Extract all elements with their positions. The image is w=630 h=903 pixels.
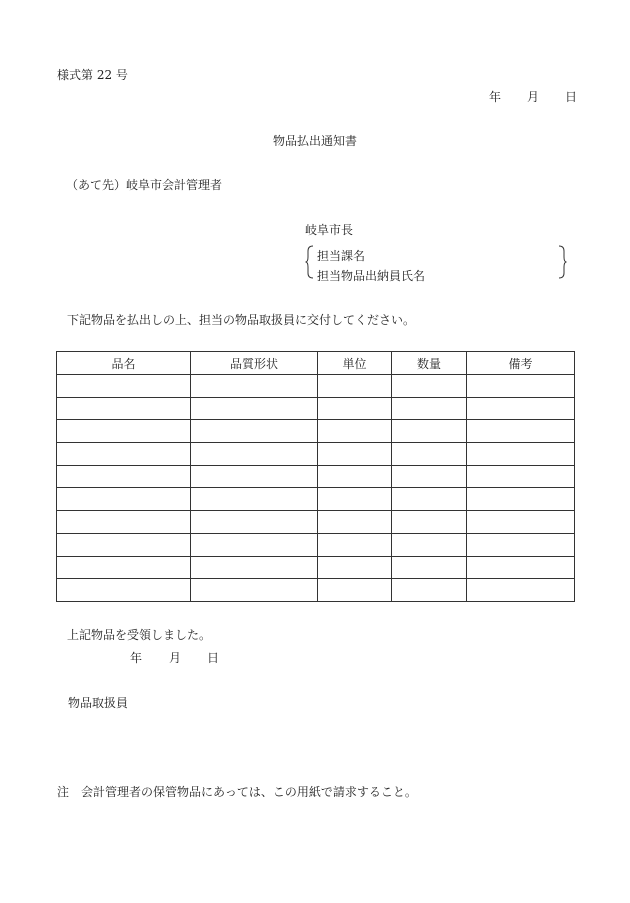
table-cell	[318, 533, 392, 556]
header-date-day: 日	[565, 90, 578, 104]
receipt-date-month: 月	[169, 651, 182, 665]
department-name: 担当課名	[317, 249, 366, 263]
table-row	[57, 397, 575, 420]
table-cell	[392, 533, 467, 556]
table-cell	[191, 443, 318, 466]
header-quantity: 数量	[392, 352, 467, 375]
items-table	[56, 351, 575, 602]
table-cell	[191, 533, 318, 556]
receipt-date-year: 年	[130, 651, 143, 665]
table-cell	[467, 375, 575, 398]
table-cell	[467, 488, 575, 511]
sender-title: 岐阜市長	[305, 223, 354, 237]
footnote: 注 会計管理者の保管物品にあっては、この用紙で請求すること。	[57, 785, 417, 799]
table-cell	[467, 397, 575, 420]
table-cell	[467, 533, 575, 556]
table-cell	[191, 556, 318, 579]
table-cell	[392, 420, 467, 443]
table-cell	[57, 579, 191, 602]
sender-bracket	[305, 245, 567, 283]
table-cell	[191, 465, 318, 488]
table-cell	[392, 375, 467, 398]
handler-label: 物品取扱員	[68, 696, 129, 710]
table-cell	[318, 488, 392, 511]
table-cell	[57, 465, 191, 488]
table-row	[57, 488, 575, 511]
receipt-date	[130, 652, 219, 664]
items-table-body	[57, 375, 575, 602]
table-cell	[57, 397, 191, 420]
header-date-month: 月	[527, 90, 540, 104]
officer-name: 担当物品出納員氏名	[317, 269, 426, 283]
header-remarks: 備考	[467, 352, 575, 375]
left-brace	[305, 245, 315, 279]
table-cell	[57, 443, 191, 466]
table-cell	[191, 397, 318, 420]
table-cell	[191, 511, 318, 534]
table-header-row	[57, 352, 575, 375]
table-cell	[467, 465, 575, 488]
table-cell	[318, 443, 392, 466]
table-cell	[57, 556, 191, 579]
addressee: （あて先）岐阜市会計管理者	[66, 178, 223, 192]
table-cell	[57, 488, 191, 511]
table-cell	[392, 511, 467, 534]
table-cell	[467, 443, 575, 466]
table-cell	[191, 420, 318, 443]
table-cell	[392, 556, 467, 579]
table-cell	[318, 420, 392, 443]
header-unit: 単位	[318, 352, 392, 375]
table-cell	[392, 443, 467, 466]
table-cell	[467, 420, 575, 443]
table-cell	[191, 375, 318, 398]
table-cell	[467, 579, 575, 602]
table-row	[57, 579, 575, 602]
table-cell	[467, 511, 575, 534]
table-row	[57, 420, 575, 443]
table-row	[57, 465, 575, 488]
header-item-name: 品名	[57, 352, 191, 375]
table-cell	[191, 488, 318, 511]
instruction-text: 下記物品を払出しの上、担当の物品取扱員に交付してください。	[67, 313, 416, 327]
table-row	[57, 443, 575, 466]
document-title: 物品払出通知書	[273, 134, 358, 148]
header-date-year: 年	[489, 90, 502, 104]
receipt-statement: 上記物品を受領しました。	[67, 628, 212, 642]
table-cell	[57, 420, 191, 443]
table-cell	[318, 556, 392, 579]
table-cell	[467, 556, 575, 579]
table-cell	[318, 465, 392, 488]
table-cell	[57, 375, 191, 398]
header-date	[489, 91, 577, 103]
table-row	[57, 511, 575, 534]
table-row	[57, 375, 575, 398]
table-cell	[318, 511, 392, 534]
table-row	[57, 533, 575, 556]
table-cell	[318, 375, 392, 398]
table-cell	[318, 579, 392, 602]
receipt-date-day: 日	[207, 651, 220, 665]
form-number: 様式第 22 号	[57, 68, 128, 82]
right-brace	[557, 245, 567, 279]
header-quality-shape: 品質形状	[191, 352, 318, 375]
table-cell	[392, 488, 467, 511]
table-cell	[318, 397, 392, 420]
table-cell	[392, 465, 467, 488]
table-cell	[57, 511, 191, 534]
table-cell	[392, 579, 467, 602]
table-row	[57, 556, 575, 579]
table-cell	[392, 397, 467, 420]
table-cell	[191, 579, 318, 602]
table-cell	[57, 533, 191, 556]
